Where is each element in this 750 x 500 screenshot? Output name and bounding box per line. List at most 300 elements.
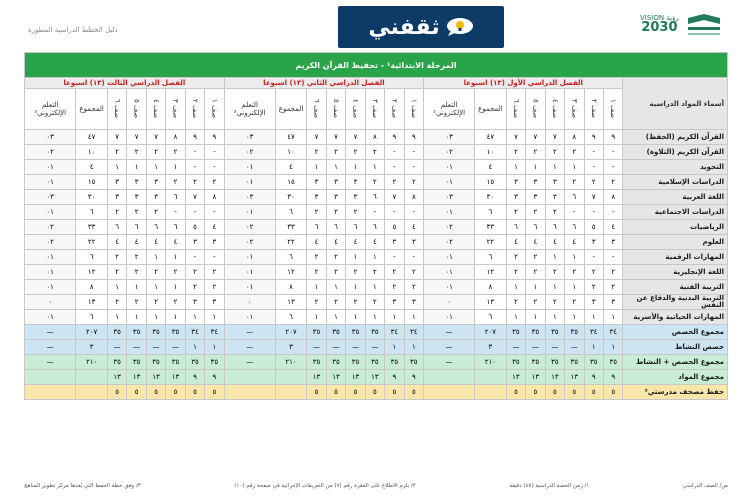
table-cell: ٠١: [424, 175, 475, 190]
table-cell: ٤: [365, 235, 384, 250]
table-cell: ١: [565, 250, 584, 265]
table-cell: ٣٥: [385, 355, 404, 370]
table-cell: ٢: [506, 295, 525, 310]
table-cell: ١: [185, 340, 204, 355]
table-cell: —: [224, 325, 275, 340]
table-cell: ١: [385, 340, 404, 355]
table-cell: ٢: [185, 175, 204, 190]
table-cell: ٥: [545, 385, 564, 400]
table-cell: ٥: [146, 385, 165, 400]
table-cell: ٣٥: [365, 325, 384, 340]
table-cell: —: [146, 340, 165, 355]
table-cell: ١: [506, 160, 525, 175]
table-cell: ٢: [307, 295, 326, 310]
table-cell: -: [603, 160, 622, 175]
table-cell: ٥: [326, 385, 345, 400]
table-cell: ٦: [275, 310, 307, 325]
table-cell: ٧: [545, 130, 564, 145]
table-cell: ١: [385, 310, 404, 325]
table-cell: ٦: [76, 205, 108, 220]
table-cell: ٣٠: [475, 190, 507, 205]
table-cell: ٢: [603, 280, 622, 295]
table-cell: —: [424, 340, 475, 355]
table-cell: ٥: [205, 385, 224, 400]
table-cell: ٤: [275, 160, 307, 175]
table-cell: ٣: [385, 235, 404, 250]
table-cell: ٢: [565, 295, 584, 310]
table-cell: ٥: [127, 385, 146, 400]
table-cell: ٠٢: [25, 235, 76, 250]
table-cell: ١: [326, 280, 345, 295]
table-cell: [25, 370, 76, 385]
table-row: [25, 355, 728, 370]
table-cell: —: [127, 340, 146, 355]
table-cell: ٢٠٧: [76, 325, 108, 340]
table-cell: ٧: [385, 190, 404, 205]
table-cell: ١: [506, 310, 525, 325]
table-cell: ٢: [146, 265, 165, 280]
table-cell: ٢: [166, 265, 185, 280]
table-cell: ١٣: [166, 370, 185, 385]
table-cell: ٤: [166, 235, 185, 250]
table-cell: ١: [365, 250, 384, 265]
table-cell: ١: [346, 310, 365, 325]
table-cell: ١: [146, 160, 165, 175]
table-cell: ٣: [275, 340, 307, 355]
table-cell: ٢: [107, 250, 126, 265]
subject-name: مجموع الحصص: [623, 325, 728, 340]
table-cell: -: [404, 160, 423, 175]
table-cell: ٣٥: [166, 325, 185, 340]
table-cell: ٠٣: [25, 190, 76, 205]
table-cell: ٢: [545, 295, 564, 310]
table-cell: ١: [404, 340, 423, 355]
table-cell: ٩: [603, 130, 622, 145]
table-cell: ١: [365, 280, 384, 295]
table-cell: [275, 385, 307, 400]
table-cell: —: [424, 355, 475, 370]
table-cell: ٢: [385, 280, 404, 295]
table-cell: ١٣: [475, 295, 507, 310]
table-cell: ٣٠: [275, 190, 307, 205]
table-cell: ١: [365, 310, 384, 325]
table-cell: ٦: [475, 205, 507, 220]
table-cell: ٨: [365, 130, 384, 145]
table-cell: —: [166, 340, 185, 355]
table-cell: ٣: [603, 295, 622, 310]
table-cell: ١: [166, 250, 185, 265]
footnote-memorization: ٣/ وفق خطة الحفظ التي يُعدها مركز تطوير المناهج: [24, 483, 141, 489]
table-cell: [76, 370, 108, 385]
table-cell: ٠٢: [424, 235, 475, 250]
table-cell: ٠١: [224, 175, 275, 190]
table-cell: ٢: [365, 175, 384, 190]
table-cell: ٩: [584, 130, 603, 145]
column-header: صف ٦: [506, 89, 525, 130]
stage-row: [25, 53, 728, 78]
table-cell: ٣٥: [307, 355, 326, 370]
table-cell: [275, 370, 307, 385]
table-row: [25, 130, 728, 145]
table-cell: ٥: [107, 385, 126, 400]
subject-name: التربية الفنية: [623, 280, 728, 295]
table-cell: ٦: [565, 190, 584, 205]
table-cell: —: [326, 340, 345, 355]
table-cell: —: [565, 340, 584, 355]
table-cell: ٢: [526, 145, 545, 160]
subject-name: الدراسات الاجتماعية: [623, 205, 728, 220]
table-cell: ٣: [107, 175, 126, 190]
table-cell: ١: [166, 310, 185, 325]
table-cell: ٦: [545, 220, 564, 235]
table-cell: ١: [307, 280, 326, 295]
table-cell: -: [185, 205, 204, 220]
table-cell: ٢: [307, 250, 326, 265]
table-cell: ٣٣: [76, 220, 108, 235]
table-cell: ٠١: [224, 310, 275, 325]
table-cell: ٢: [526, 205, 545, 220]
table-cell: ٣٥: [545, 325, 564, 340]
table-cell: ٢: [127, 145, 146, 160]
table-cell: ١: [107, 160, 126, 175]
table-cell: ١: [205, 310, 224, 325]
table-cell: ١: [526, 310, 545, 325]
table-cell: ٢: [326, 250, 345, 265]
table-cell: ٣٥: [506, 355, 525, 370]
table-cell: ١: [127, 160, 146, 175]
column-header: التعلم الإلكتروني²: [224, 89, 275, 130]
table-cell: [76, 385, 108, 400]
subject-name: حصص النشاط: [623, 340, 728, 355]
subject-name: مجموع المواد: [623, 370, 728, 385]
table-cell: ٢: [365, 265, 384, 280]
table-cell: ١: [565, 160, 584, 175]
subject-name: مجموع الحصص + النشاط: [623, 355, 728, 370]
table-cell: ٣٥: [166, 355, 185, 370]
column-header: صف ٤: [146, 89, 165, 130]
table-cell: ١٣: [346, 370, 365, 385]
table-cell: ١: [127, 310, 146, 325]
column-header: صف ٦: [107, 89, 126, 130]
table-cell: ٣٥: [107, 325, 126, 340]
footnote-period: ١/ زمن الحصة الدراسية (٤٥) دقيقة: [509, 483, 590, 489]
table-cell: ٠١: [424, 205, 475, 220]
table-cell: ٦: [475, 310, 507, 325]
table-cell: ٣: [146, 175, 165, 190]
table-cell: ١: [107, 280, 126, 295]
table-cell: ٦: [307, 220, 326, 235]
table-cell: ٢: [565, 145, 584, 160]
table-cell: ٣: [526, 190, 545, 205]
table-cell: ١: [205, 340, 224, 355]
table-cell: -: [185, 250, 204, 265]
table-cell: ٠١: [25, 175, 76, 190]
table-cell: ٣٥: [326, 355, 345, 370]
subject-name: العلوم: [623, 235, 728, 250]
table-cell: ٥: [506, 385, 525, 400]
table-cell: ١٢: [275, 265, 307, 280]
table-cell: ٢: [365, 295, 384, 310]
table-cell: —: [107, 340, 126, 355]
table-cell: ٣: [127, 175, 146, 190]
table-cell: ١: [545, 280, 564, 295]
table-cell: ١: [545, 160, 564, 175]
table-cell: ٢: [307, 145, 326, 160]
table-cell: ٦: [166, 190, 185, 205]
table-cell: ١٣: [275, 295, 307, 310]
table-cell: ٢: [506, 145, 525, 160]
table-cell: ٢: [146, 145, 165, 160]
table-row: [25, 280, 728, 295]
table-cell: ٥: [565, 385, 584, 400]
table-cell: ٢: [166, 175, 185, 190]
table-cell: ٢١٠: [76, 355, 108, 370]
column-header: صف ١: [603, 89, 622, 130]
table-cell: ٤: [506, 235, 525, 250]
table-cell: ٣: [506, 190, 525, 205]
table-cell: ٢: [107, 205, 126, 220]
table-cell: ١: [346, 160, 365, 175]
table-cell: ٢١٠: [275, 355, 307, 370]
table-cell: ٢: [307, 265, 326, 280]
table-cell: ١: [526, 160, 545, 175]
table-cell: ٢٠٧: [275, 325, 307, 340]
footnotes: [24, 483, 728, 489]
table-cell: ٨: [404, 190, 423, 205]
table-cell: ٠١: [25, 265, 76, 280]
page-header: [0, 0, 750, 50]
subject-name: المهارات الحياتية والأسرية: [623, 310, 728, 325]
table-cell: ٠١: [25, 280, 76, 295]
table-cell: ١: [584, 340, 603, 355]
table-cell: ٩: [603, 370, 622, 385]
table-cell: ٠٣: [224, 130, 275, 145]
table-cell: ٦: [475, 250, 507, 265]
column-header: صف ٥: [526, 89, 545, 130]
table-cell: ٣: [404, 295, 423, 310]
table-row: [25, 310, 728, 325]
table-cell: ٣٥: [326, 325, 345, 340]
table-cell: ١: [127, 280, 146, 295]
table-cell: [224, 370, 275, 385]
table-cell: ٠١: [424, 250, 475, 265]
table-cell: -: [603, 250, 622, 265]
table-cell: ٣٥: [603, 355, 622, 370]
table-cell: -: [205, 250, 224, 265]
table-cell: —: [224, 355, 275, 370]
table-cell: ٠١: [424, 310, 475, 325]
table-cell: —: [526, 340, 545, 355]
lightbulb-chat-icon: [446, 17, 474, 37]
table-cell: ٤: [326, 235, 345, 250]
table-cell: ٥: [404, 385, 423, 400]
table-cell: ٥: [526, 385, 545, 400]
table-cell: ١٣: [526, 370, 545, 385]
table-cell: ٣٥: [506, 325, 525, 340]
table-cell: ١: [107, 310, 126, 325]
table-cell: ٣٥: [127, 325, 146, 340]
table-cell: ٠: [424, 295, 475, 310]
table-cell: ٢: [346, 295, 365, 310]
table-cell: ٣٥: [584, 355, 603, 370]
column-header: المجموع: [475, 89, 507, 130]
table-cell: ٠١: [224, 280, 275, 295]
semester-header: الفصل الدراسي الثالث (١٣) اسبوعا: [25, 78, 225, 89]
table-cell: -: [584, 145, 603, 160]
vision-2030-logo: [640, 14, 679, 35]
table-cell: ٢: [185, 280, 204, 295]
table-cell: —: [25, 355, 76, 370]
table-cell: ٥: [307, 385, 326, 400]
table-cell: ٠١: [224, 205, 275, 220]
table-cell: ١: [146, 310, 165, 325]
table-cell: ٦: [146, 220, 165, 235]
table-cell: ٢: [326, 205, 345, 220]
table-cell: ٣٥: [404, 355, 423, 370]
column-header: صف ٣: [365, 89, 384, 130]
table-cell: ٠١: [25, 310, 76, 325]
table-cell: —: [545, 340, 564, 355]
table-cell: ٢١٠: [475, 355, 507, 370]
table-cell: ٠: [224, 295, 275, 310]
table-cell: ٠٣: [224, 190, 275, 205]
table-cell: ٣: [326, 175, 345, 190]
column-header: التعلم الإلكتروني²: [25, 89, 76, 130]
table-cell: ٣: [346, 175, 365, 190]
table-cell: ١٣: [565, 370, 584, 385]
table-cell: ٥: [185, 385, 204, 400]
table-cell: ٠٣: [424, 130, 475, 145]
table-cell: ٢: [565, 175, 584, 190]
column-header: صف ٢: [584, 89, 603, 130]
semester-header: الفصل الدراسي الأول (١٣) اسبوعا: [424, 78, 623, 89]
semester-header: الفصل الدراسي الثاني (١٣) اسبوعا: [224, 78, 423, 89]
table-cell: —: [346, 340, 365, 355]
table-cell: ١: [307, 310, 326, 325]
table-row: [25, 160, 728, 175]
table-cell: -: [185, 145, 204, 160]
table-cell: ٠: [25, 295, 76, 310]
table-cell: ٣٥: [146, 355, 165, 370]
table-cell: ٣: [307, 190, 326, 205]
table-cell: ٦: [166, 220, 185, 235]
table-cell: -: [166, 205, 185, 220]
column-header: صف ٥: [326, 89, 345, 130]
table-cell: ٩: [185, 130, 204, 145]
subject-name: الرياضيات: [623, 220, 728, 235]
table-cell: ٦: [365, 220, 384, 235]
table-cell: ١: [506, 280, 525, 295]
table-cell: ٢٢: [275, 235, 307, 250]
table-cell: —: [224, 340, 275, 355]
table-cell: ٣: [603, 235, 622, 250]
table-cell: ٨: [76, 280, 108, 295]
table-cell: ١٠: [76, 145, 108, 160]
table-cell: ٢: [107, 145, 126, 160]
table-cell: ١٣: [76, 295, 108, 310]
table-cell: ٨: [205, 190, 224, 205]
table-cell: -: [205, 160, 224, 175]
table-cell: ٣٤: [584, 325, 603, 340]
table-cell: ٣٥: [185, 355, 204, 370]
table-cell: ٠١: [424, 160, 475, 175]
table-cell: ٦: [326, 220, 345, 235]
table-cell: ٠١: [424, 265, 475, 280]
table-cell: ٣: [526, 175, 545, 190]
table-cell: ٤: [404, 220, 423, 235]
table-cell: ٢: [404, 175, 423, 190]
table-cell: ٣٥: [346, 355, 365, 370]
table-cell: ٩: [385, 130, 404, 145]
table-cell: ١: [346, 250, 365, 265]
table-cell: ٢: [326, 145, 345, 160]
subject-header: أسماء المواد الدراسية: [623, 78, 728, 130]
column-header: صف ٣: [166, 89, 185, 130]
table-cell: ٣٥: [365, 355, 384, 370]
table-cell: ٢: [127, 265, 146, 280]
table-cell: -: [603, 205, 622, 220]
table-cell: ٤٧: [275, 130, 307, 145]
table-cell: ٣: [475, 340, 507, 355]
table-cell: ٢: [166, 295, 185, 310]
table-row: [25, 325, 728, 340]
table-cell: ٢: [526, 265, 545, 280]
table-cell: ٩: [584, 370, 603, 385]
table-cell: ٦: [76, 310, 108, 325]
table-cell: ٣٥: [526, 325, 545, 340]
table-cell: ٥: [346, 385, 365, 400]
table-cell: ٥: [603, 385, 622, 400]
table-cell: ١: [326, 310, 345, 325]
table-cell: ٢: [146, 205, 165, 220]
table-cell: —: [25, 340, 76, 355]
table-cell: ٢: [326, 265, 345, 280]
table-cell: ٤: [526, 235, 545, 250]
table-cell: -: [365, 205, 384, 220]
table-cell: ١: [365, 160, 384, 175]
table-cell: -: [404, 145, 423, 160]
table-cell: ٢: [603, 175, 622, 190]
column-header: صف ٢: [385, 89, 404, 130]
table-cell: ١: [326, 160, 345, 175]
table-cell: ٦: [127, 220, 146, 235]
table-cell: ٧: [584, 190, 603, 205]
table-cell: ٩: [205, 130, 224, 145]
table-cell: ٢: [127, 295, 146, 310]
table-cell: —: [424, 325, 475, 340]
table-cell: ٢: [127, 250, 146, 265]
table-cell: ٦: [275, 205, 307, 220]
table-cell: -: [404, 205, 423, 220]
table-cell: -: [385, 145, 404, 160]
table-cell: ١٠: [275, 145, 307, 160]
table-row: [25, 235, 728, 250]
table-cell: ٣٥: [565, 355, 584, 370]
table-cell: ٦: [346, 220, 365, 235]
table-cell: ٠٢: [424, 145, 475, 160]
table-cell: ٤: [107, 235, 126, 250]
table-cell: ١٣: [506, 370, 525, 385]
table-cell: [25, 385, 76, 400]
table-cell: ٣: [346, 190, 365, 205]
table-cell: ٢: [365, 145, 384, 160]
brand-name: ثقفني: [368, 14, 440, 40]
table-cell: ٧: [107, 130, 126, 145]
table-cell: ١٢: [76, 265, 108, 280]
table-cell: ٣: [185, 295, 204, 310]
subject-name: الدراسات الإسلامية: [623, 175, 728, 190]
table-cell: ١: [166, 280, 185, 295]
